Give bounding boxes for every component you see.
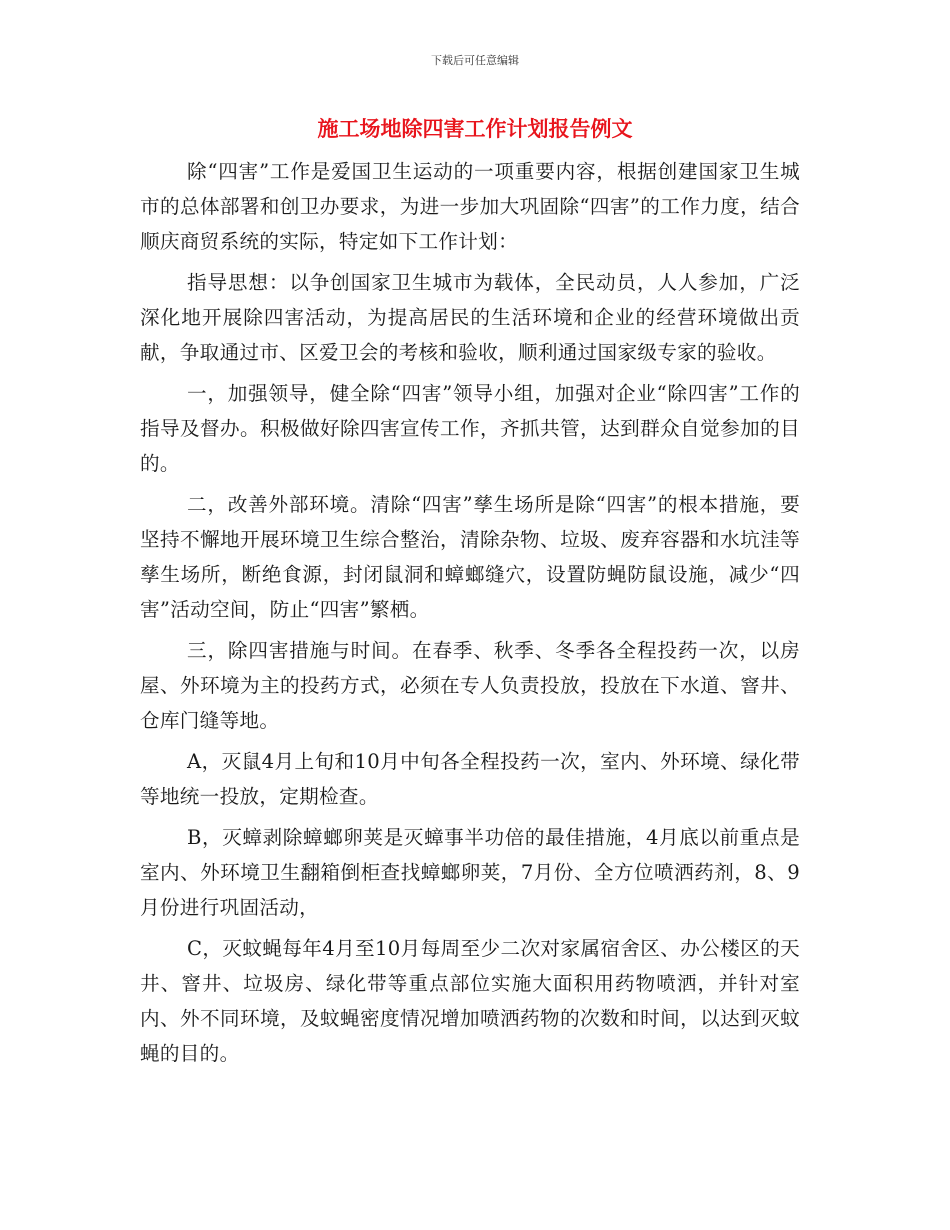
- document-body: [140, 154, 800, 1077]
- paragraph-section-one: 一，加强领导，健全除“四害”领导小组，加强对企业“除四害”工作的指导及督办。积极做好除四害宣传工作，齐抓共管，达到群众自觉参加的目的。: [140, 382, 800, 475]
- paragraph-item-b: B，灭蟑剥除蟑螂卵荚是灭蟑事半功倍的最佳措施，4月底以前重点是室内、外环境卫生翻箱倒柜查找蟑螂卵荚，7月份、全方位喷洒药剂，8、9月份进行巩固活动，: [140, 826, 800, 919]
- paragraph-intro: 除“四害”工作是爱国卫生运动的一项重要内容，根据创建国家卫生城市的总体部署和创卫办要求，为进一步加大巩固除“四害”的工作力度，结合顺庆商贸系统的实际，特定如下工作计划：: [140, 160, 800, 253]
- paragraph-section-two: 二，改善外部环境。清除“四害”孳生场所是除“四害”的根本措施，要坚持不懈地开展环境卫生综合整治，清除杂物、垃圾、废弃容器和水坑洼等孳生场所，断绝食源，封闭鼠洞和蟑螂缝穴，设置防蝇防鼠设施，减少“四害”活动空间，防止“四害”繁栖。: [140, 493, 800, 621]
- paragraph-item-a: A，灭鼠4月上旬和10月中旬各全程投药一次，室内、外环境、绿化带等地统一投放，定期检查。: [140, 750, 800, 808]
- paragraph-item-c: C，灭蚊蝇每年4月至10月每周至少二次对家属宿舍区、办公楼区的天井、窨井、垃圾房、绿化带等重点部位实施大面积用药物喷洒，并针对室内、外不同环境，及蚊蝇密度情况增加喷洒药物的次数和时间，以达到灭蚊蝇的目的。: [140, 937, 800, 1065]
- paragraph-section-three: 三，除四害措施与时间。在春季、秋季、冬季各全程投药一次，以房屋、外环境为主的投药方式，必须在专人负责投放，投放在下水道、窨井、仓库门缝等地。: [140, 639, 800, 732]
- document-title: 施工场地除四害工作计划报告例文: [317, 116, 633, 141]
- paragraph-guiding-thought: 指导思想：以争创国家卫生城市为载体，全民动员，人人参加，广泛深化地开展除四害活动，为提高居民的生活环境和企业的经营环境做出贡献，争取通过市、区爱卫会的考核和验收，顺利通过国家级专家的验收。: [140, 271, 800, 364]
- header-note: 下载后可任意编辑: [431, 54, 519, 67]
